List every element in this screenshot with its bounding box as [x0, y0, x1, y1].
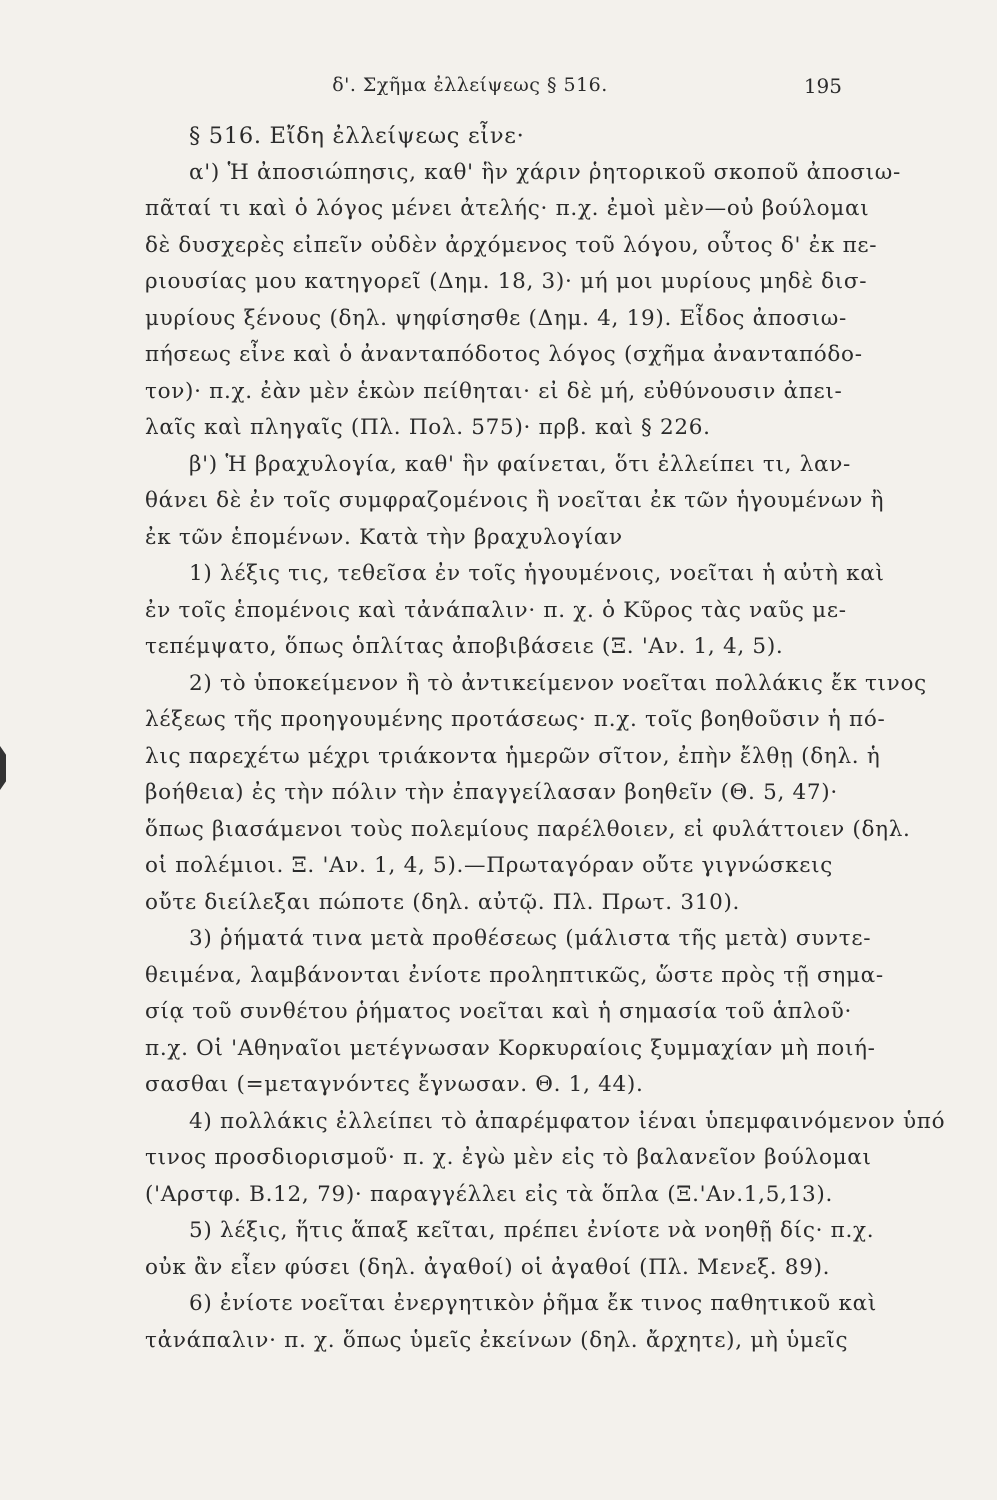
text-line: δὲ δυσχερὲς εἰπεῖν οὐδὲν ἀρχόμενος τοῦ λόγου, οὗτος δ' ἐκ πε-	[145, 232, 878, 258]
text-line: βοήθεια) ἐς τὴν πόλιν τὴν ἐπαγγείλασαν βοηθεῖν (Θ. 5, 47)·	[145, 780, 838, 805]
margin-mark	[0, 746, 6, 790]
text-line: 4) πολλάκις ἐλλείπει τὸ ἀπαρέμφατον ἰέναι ὑπεμφαινόμενον ὑπό	[189, 1108, 946, 1134]
text-line: τἀνάπαλιν· π. χ. ὅπως ὑμεῖς ἐκείνων (δηλ. ἄρχητε), μὴ ὑμεῖς	[145, 1327, 849, 1353]
text-line: 2) τὸ ὑποκείμενον ἢ τὸ ἀντικείμενον νοεῖται πολλάκις ἔκ τινος	[189, 670, 927, 696]
text-line: τον)· π.χ. ἐὰν μὲν ἑκὼν πείθηται· εἰ δὲ μή, εὐθύνουσιν ἀπει-	[145, 378, 843, 404]
text-line: ριουσίας μου κατηγορεῖ (Δημ. 18, 3)· μή μοι μυρίους μηδὲ δισ-	[145, 269, 868, 294]
text-line: 1) λέξις τις, τεθεῖσα ἐν τοῖς ἡγουμένοις, νοεῖται ἡ αὐτὴ καὶ	[189, 561, 885, 586]
text-line: σασθαι (=μεταγνόντες ἔγνωσαν. Θ. 1, 44).	[145, 1072, 644, 1097]
text-line: 6) ἐνίοτε νοεῖται ἐνεργητικὸν ῥῆμα ἔκ τινος παθητικοῦ καὶ	[189, 1291, 877, 1316]
text-line: σίᾳ τοῦ συνθέτου ῥήματος νοεῖται καὶ ἡ σημασία τοῦ ἁπλοῦ·	[145, 999, 853, 1024]
text-line: α') Ἡ ἀποσιώπησις, καθ' ἣν χάριν ῥητορικοῦ σκοποῦ ἀποσιω-	[189, 159, 901, 185]
text-line: οἱ πολέμιοι. Ξ. 'Αν. 1, 4, 5).—Πρωταγόραν οὔτε γιγνώσκεις	[145, 853, 833, 878]
text-line: μυρίους ξένους (δηλ. ψηφίσησθε (Δημ. 4, 19). Εἶδος ἀποσιω-	[145, 305, 848, 331]
text-line: λις παρεχέτω μέχρι τριάκοντα ἡμερῶν σῖτον, ἐπὴν ἔλθῃ (δηλ. ἡ	[145, 743, 881, 769]
text-line: οὐκ ἂν εἶεν φύσει (δηλ. ἀγαθοί) οἱ ἀγαθοί (Πλ. Μενεξ. 89).	[145, 1254, 831, 1280]
text-line: 3) ῥήματά τινα μετὰ προθέσεως (μάλιστα τῆς μετὰ) συντε-	[189, 926, 872, 951]
body-text	[145, 118, 946, 1359]
text-line: θάνει δὲ ἐν τοῖς συμφραζομένοις ἢ νοεῖται ἐκ τῶν ἡγουμένων ἢ	[145, 488, 885, 513]
text-line: ἐκ τῶν ἑπομένων. Κατὰ τὴν βραχυλογίαν	[145, 524, 623, 550]
text-line: πήσεως εἶνε καὶ ὁ ἀνανταπόδοτος λόγος (σχῆμα ἀνανταπόδο-	[145, 342, 863, 367]
text-line: λαῖς καὶ πληγαῖς (Πλ. Πολ. 575)· πρβ. καὶ § 226.	[145, 415, 711, 440]
text-line: θειμένα, λαμβάνονται ἐνίοτε προληπτικῶς, ὥστε πρὸς τῇ σημα-	[145, 962, 884, 988]
text-line: οὔτε διείλεξαι πώποτε (δηλ. αὐτῷ. Πλ. Πρωτ. 310).	[145, 889, 741, 915]
text-line: ('Αρστφ. Β.12, 79)· παραγγέλλει εἰς τὰ ὅπλα (Ξ.'Αν.1,5,13).	[145, 1181, 833, 1207]
running-title: δ'. Σχῆμα ἐλλείψεως § 516.	[332, 74, 608, 96]
text-line: 5) λέξις, ἥτις ἅπαξ κεῖται, πρέπει ἐνίοτε νὰ νοηθῇ δίς· π.χ.	[189, 1218, 875, 1243]
text-line: β') Ἡ βραχυλογία, καθ' ἣν φαίνεται, ὅτι ἐλλείπει τι, λαν-	[189, 451, 851, 477]
page-number: 195	[803, 74, 842, 98]
text-line: ὅπως βιασάμενοι τοὺς πολεμίους παρέλθοιεν, εἰ φυλάττοιεν (δηλ.	[145, 816, 911, 842]
page-header	[0, 70, 997, 100]
text-line: π.χ. Οἱ 'Αθηναῖοι μετέγνωσαν Κορκυραίοις ξυμμαχίαν μὴ ποιή-	[145, 1035, 876, 1061]
text-line: πᾶταί τι καὶ ὁ λόγος μένει ἀτελής· π.χ. ἐμοὶ μὲν—οὐ βούλομαι	[145, 196, 870, 221]
text-line: ἐν τοῖς ἑπομένοις καὶ τἀνάπαλιν· π. χ. ὁ Κῦρος τὰς ναῦς με-	[145, 597, 847, 623]
text-line: τινος προσδιορισμοῦ· π. χ. ἐγὼ μὲν εἰς τὸ βαλανεῖον βούλομαι	[145, 1145, 872, 1170]
text-line: λέξεως τῆς προηγουμένης προτάσεως· π.χ. τοῖς βοηθοῦσιν ἡ πό-	[145, 707, 886, 732]
section-heading: § 516. Εἴδη ἐλλείψεως εἶνε·	[189, 123, 525, 149]
text-line: τεπέμψατο, ὅπως ὁπλίτας ἀποβιβάσειε (Ξ. 'Αν. 1, 4, 5).	[145, 634, 784, 659]
